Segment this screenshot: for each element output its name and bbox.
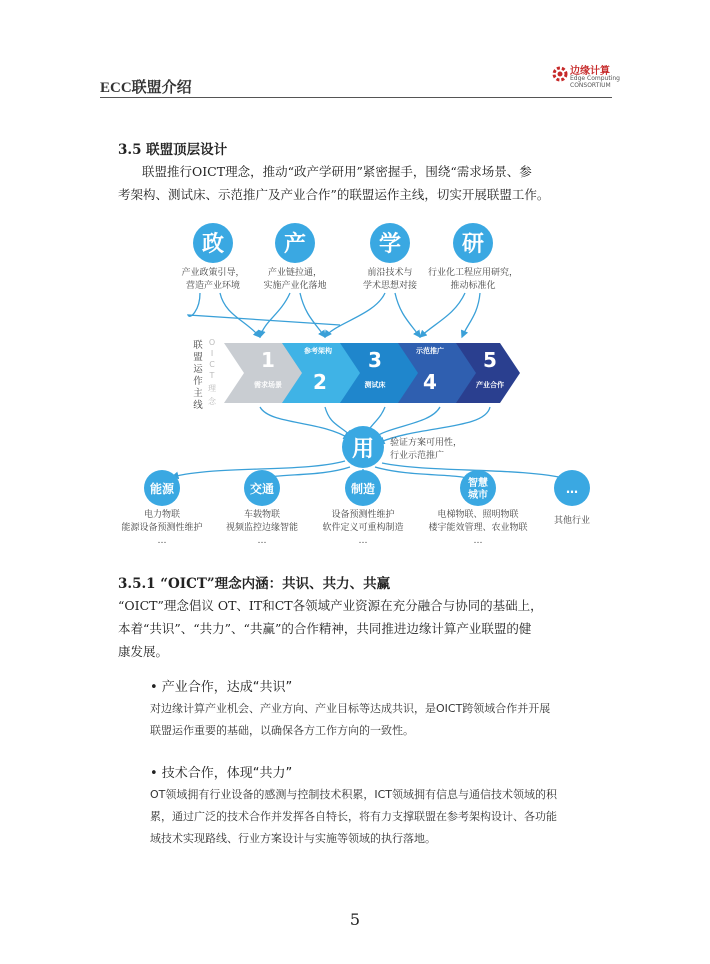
smartcity-more: … bbox=[473, 536, 483, 546]
svg-text:1: 1 bbox=[261, 348, 275, 372]
manufacturing-desc-1: 设备预测性维护 bbox=[331, 510, 395, 520]
svg-text:制造: 制造 bbox=[350, 482, 376, 496]
circle-chan bbox=[275, 223, 315, 263]
manufacturing-desc-2: 软件定义可重构制造 bbox=[322, 523, 404, 533]
svg-text:…: … bbox=[566, 482, 578, 496]
section-3-5-1-body bbox=[118, 594, 618, 663]
traffic-desc-2: 视频监控边缘智能 bbox=[225, 523, 299, 533]
circle-zheng bbox=[193, 223, 233, 263]
energy-more: … bbox=[157, 536, 167, 546]
svg-text:能源: 能源 bbox=[149, 482, 175, 496]
para-line: “OICT”理念倡议 OT、IT和CT各领域产业资源在充分融合与协同的基础上， bbox=[118, 598, 543, 613]
bullet-line: 对边缘计算产业机会、产业方向、产业目标等达成共识，是OICT跨领域合作并开展 bbox=[150, 702, 551, 715]
yong-desc-1: 验证方案可用性， bbox=[390, 438, 463, 448]
energy-desc-1: 电力物联 bbox=[143, 510, 181, 520]
yan-desc-2: 推动标准化 bbox=[450, 281, 496, 291]
svg-text:盟: 盟 bbox=[193, 352, 203, 363]
manufacturing-more: … bbox=[358, 536, 368, 546]
bullet-2-body bbox=[150, 784, 610, 850]
svg-text:需求场景: 需求场景 bbox=[254, 381, 282, 389]
circle-yan bbox=[453, 223, 493, 263]
svg-text:测试床: 测试床 bbox=[364, 381, 386, 389]
bullet-1-title: • 产业合作，达成“共识” bbox=[150, 680, 293, 695]
svg-text:参考架构: 参考架构 bbox=[304, 347, 332, 355]
svg-text:运: 运 bbox=[193, 364, 203, 375]
chan-desc-2: 实施产业化落地 bbox=[263, 281, 327, 291]
svg-text:用: 用 bbox=[351, 437, 375, 462]
svg-text:产: 产 bbox=[283, 232, 307, 257]
svg-text:城市: 城市 bbox=[468, 490, 488, 501]
svg-text:交通: 交通 bbox=[249, 482, 275, 496]
industry-other bbox=[554, 470, 590, 506]
svg-text:2: 2 bbox=[313, 370, 327, 394]
yong-desc-2: 行业示范推广 bbox=[390, 451, 445, 461]
industry-smart-city bbox=[460, 470, 496, 506]
header-title: ECC联盟介绍 bbox=[100, 80, 192, 96]
smartcity-desc-2: 楼宇能效管理、农业物联 bbox=[428, 523, 528, 533]
para-line: 本着“共识”、“共力”、“共赢”的合作精神，共同推进边缘计算产业联盟的健 bbox=[118, 621, 532, 636]
svg-text:智慧: 智慧 bbox=[468, 478, 488, 489]
svg-text:作: 作 bbox=[193, 376, 203, 387]
svg-text:I: I bbox=[210, 349, 214, 358]
bullet-line: 累，通过广泛的技术合作并发挥各自特长，将有力支撑联盟在参考架构设计、各功能 bbox=[150, 810, 557, 823]
top-arrows bbox=[188, 293, 480, 337]
svg-text:C: C bbox=[209, 360, 215, 369]
logo-cn-text: 边缘计算 bbox=[570, 66, 610, 77]
bullet-line: 域技术实现路线、行业方案设计与实施等领域的执行落地。 bbox=[150, 832, 436, 845]
page-number: 5 bbox=[349, 910, 361, 929]
bullet-1-body bbox=[150, 698, 610, 742]
industry-traffic bbox=[244, 470, 280, 506]
section-3-5-1-heading: 3.5.1 “OICT”理念内涵：共识、共力、共赢 bbox=[118, 576, 391, 592]
svg-text:O: O bbox=[208, 338, 216, 347]
bullet-line: OT领域拥有行业设备的感测与控制技术积累，ICT领域拥有信息与通信技术领域的积 bbox=[150, 788, 558, 801]
gear-logo-icon bbox=[552, 66, 568, 82]
xue-desc-2: 学术思想对接 bbox=[362, 281, 418, 291]
zheng-desc-1: 产业政策引导， bbox=[181, 268, 245, 278]
header-rule bbox=[100, 97, 612, 98]
section-3-5-body bbox=[118, 160, 618, 206]
svg-text:主: 主 bbox=[193, 388, 203, 399]
left-vertical-label bbox=[193, 339, 203, 411]
bullet-2-title: • 技术合作，体现“共力” bbox=[150, 766, 293, 781]
oict-vertical-label bbox=[208, 338, 217, 406]
zheng-desc-2: 营造产业环境 bbox=[185, 281, 241, 291]
industry-energy bbox=[144, 470, 180, 506]
svg-text:4: 4 bbox=[423, 370, 437, 394]
logo-en1-text: Edge Computing bbox=[570, 75, 620, 82]
bullet-line: 联盟运作重要的基础，以确保各方工作方向的一致性。 bbox=[150, 724, 414, 737]
svg-text:念: 念 bbox=[208, 397, 216, 406]
yan-desc-1: 行业化工程应用研究， bbox=[427, 268, 519, 278]
svg-text:线: 线 bbox=[193, 400, 203, 411]
oict-diagram bbox=[100, 215, 612, 555]
svg-text:理: 理 bbox=[208, 384, 216, 393]
other-desc-1: 其他行业 bbox=[553, 516, 591, 526]
svg-text:研: 研 bbox=[461, 232, 485, 257]
logo-en2-text: CONSORTIUM bbox=[570, 82, 611, 89]
para-line: 联盟推行OICT理念，推动“政产学研用”紧密握手，围绕“需求场景、参 bbox=[142, 164, 532, 179]
circle-xue bbox=[370, 223, 410, 263]
chan-desc-1: 产业链拉通， bbox=[267, 268, 323, 278]
svg-text:T: T bbox=[209, 371, 215, 380]
para-line: 考架构、测试床、示范推广及产业合作”的联盟运作主线，切实开展联盟工作。 bbox=[118, 187, 550, 202]
xue-desc-1: 前沿技术与 bbox=[367, 268, 413, 278]
traffic-more: … bbox=[257, 536, 267, 546]
svg-text:示范推广: 示范推广 bbox=[416, 347, 444, 355]
circle-yong bbox=[342, 426, 384, 468]
para-line: 康发展。 bbox=[118, 644, 169, 659]
svg-text:5: 5 bbox=[483, 348, 497, 372]
energy-desc-2: 能源设备预测性维护 bbox=[121, 523, 203, 533]
svg-text:学: 学 bbox=[378, 232, 402, 257]
traffic-desc-1: 车载物联 bbox=[243, 510, 281, 520]
industry-manufacturing bbox=[345, 470, 381, 506]
smartcity-desc-1: 电梯物联、照明物联 bbox=[437, 510, 519, 520]
consortium-logo bbox=[552, 62, 620, 92]
svg-text:产业合作: 产业合作 bbox=[476, 381, 504, 389]
section-3-5-heading: 3.5 联盟顶层设计 bbox=[118, 142, 228, 158]
svg-text:联: 联 bbox=[193, 340, 203, 351]
svg-text:政: 政 bbox=[201, 232, 225, 257]
svg-text:3: 3 bbox=[368, 348, 382, 372]
